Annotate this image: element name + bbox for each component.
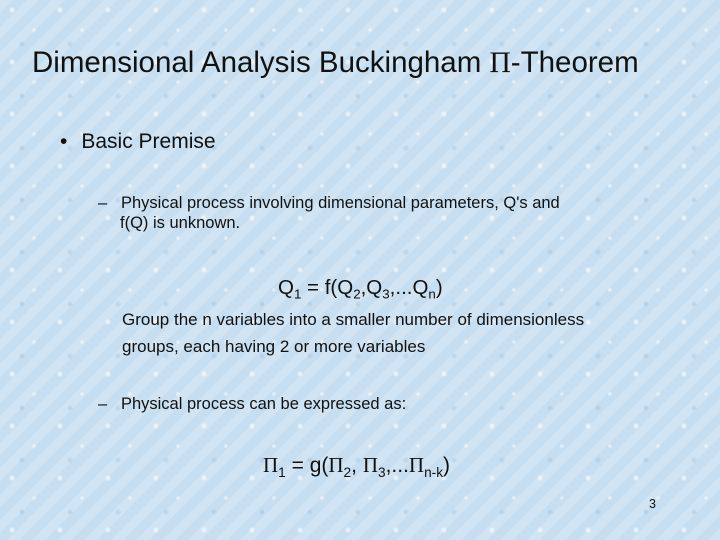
eq-term: ,...Q bbox=[389, 276, 429, 299]
grouping-text: Group the n variables into a smaller number of dimensionless bbox=[122, 310, 585, 329]
sub-point-text: Physical process involving dimensional parameters, Q's and bbox=[120, 194, 560, 212]
bullet-text: Basic Premise bbox=[81, 130, 216, 153]
eq-term: Q bbox=[278, 276, 294, 299]
title-text: Dimensional Analysis Buckingham bbox=[32, 46, 490, 79]
eq-subscript: 3 bbox=[377, 464, 386, 480]
eq-term: ) bbox=[435, 276, 443, 299]
pi-symbol: Π bbox=[263, 453, 279, 477]
sub-point-text: Physical process can be expressed as: bbox=[120, 395, 407, 413]
eq-subscript: 1 bbox=[293, 286, 302, 302]
eq-subscript: n bbox=[428, 286, 436, 302]
eq-subscript: 3 bbox=[382, 286, 390, 302]
sub-point-physical-process bbox=[98, 194, 560, 213]
eq-term: , bbox=[351, 454, 363, 477]
dash-marker: – bbox=[98, 194, 108, 212]
eq-subscript: n-k bbox=[424, 464, 444, 480]
eq-term: ,Q bbox=[360, 276, 383, 299]
pi-symbol: Π bbox=[489, 47, 511, 79]
pi-symbol: Π bbox=[408, 453, 425, 477]
eq-term: = f(Q bbox=[301, 276, 354, 299]
eq-term: ) bbox=[443, 454, 451, 477]
title-text-end: -Theorem bbox=[510, 46, 639, 79]
equation-q1 bbox=[278, 276, 443, 300]
eq-subscript: 1 bbox=[278, 464, 286, 480]
eq-subscript: 2 bbox=[353, 286, 361, 302]
eq-term: = g( bbox=[285, 454, 329, 477]
pi-symbol: Π bbox=[328, 453, 344, 477]
bullet-marker: • bbox=[60, 130, 68, 153]
page-number: 3 bbox=[649, 497, 656, 511]
grouping-text-cont: groups, each having 2 or more variables bbox=[122, 337, 426, 356]
bullet-basic-premise bbox=[60, 130, 216, 154]
slide-title bbox=[32, 46, 639, 80]
eq-term: ,... bbox=[385, 454, 409, 477]
sub-point-physical-process-cont: f(Q) is unknown. bbox=[120, 214, 241, 232]
sub-point-expressed-as bbox=[98, 395, 406, 414]
pi-symbol: Π bbox=[362, 453, 378, 477]
eq-subscript: 2 bbox=[343, 464, 352, 480]
equation-pi1 bbox=[263, 453, 450, 478]
dash-marker: – bbox=[98, 395, 108, 413]
